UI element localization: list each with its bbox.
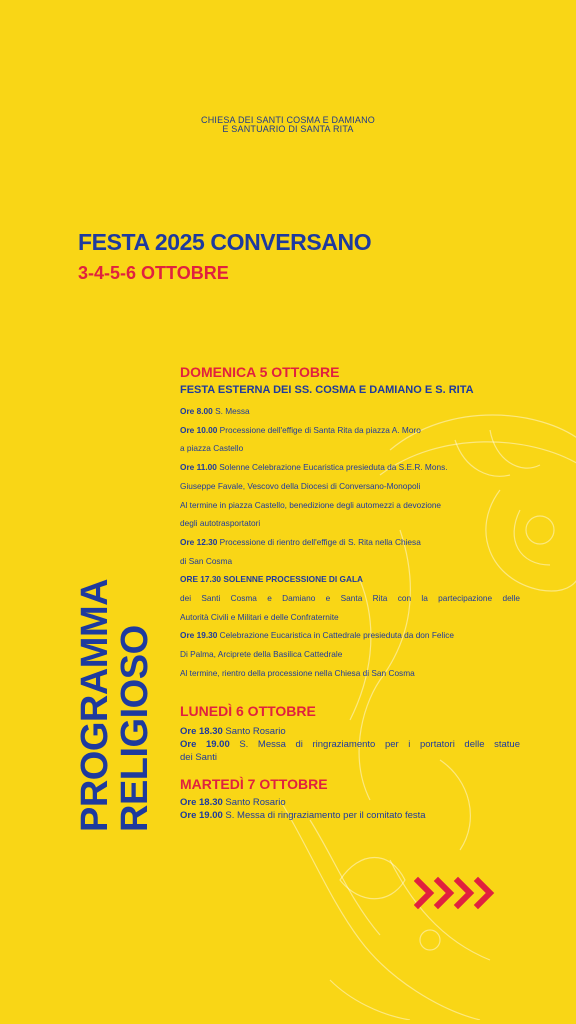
- church-name-line1: CHIESA DEI SANTI COSMA E DAMIANO: [201, 115, 375, 125]
- schedule-line: Al termine, rientro della processione nella Chiesa di San Cosma: [180, 667, 415, 678]
- schedule-line: Ore 8.00 S. Messa: [180, 406, 250, 416]
- day-heading-martedi: MARTEDÌ 7 OTTOBRE: [180, 775, 328, 792]
- event-title: FESTA 2025 CONVERSANO: [78, 229, 372, 255]
- schedule-line: Ore 18.30 Santo Rosario: [180, 796, 286, 808]
- chevrons-right-icon[interactable]: [414, 876, 500, 910]
- domenica-subtitle: FESTA ESTERNA DEI SS. COSMA E DAMIANO E S. RITA: [180, 384, 474, 396]
- church-name: [0, 116, 576, 134]
- church-name-line2: E SANTUARIO DI SANTA RITA: [222, 124, 354, 134]
- schedule-line: Giuseppe Favale, Vescovo della Diocesi di Conversano-Monopoli: [180, 480, 421, 491]
- schedule-line: Autorità Civili e Militari e delle Confraternite: [180, 611, 339, 622]
- schedule-line: a piazza Castello: [180, 443, 244, 454]
- schedule-line: Ore 19.00 S. Messa di ringraziamento per il comitato festa: [180, 809, 426, 821]
- schedule-line: di San Cosma: [180, 555, 233, 566]
- side-title: [75, 579, 155, 832]
- event-dates: 3-4-5-6 OTTOBRE: [78, 263, 229, 283]
- schedule-line: Di Palma, Arciprete della Basilica Cattedrale: [180, 649, 343, 660]
- schedule-line: degli autotrasportatori: [180, 518, 261, 529]
- program-content: [180, 362, 520, 822]
- schedule-line: dei Santi Cosma e Damiano e Santa Rita con la partecipazione delle: [180, 593, 520, 604]
- schedule-line: Ore 19.30 Celebrazione Eucaristica in Cattedrale presieduta da don Felice: [180, 630, 454, 641]
- schedule-line: Al termine in piazza Castello, benedizione degli automezzi a devozione: [180, 499, 442, 510]
- schedule-line: Ore 10.00 Processione dell'effige di Santa Rita da piazza A. Moro: [180, 424, 421, 435]
- domenica-schedule: [180, 402, 520, 683]
- schedule-line: dei Santi: [180, 751, 217, 763]
- schedule-line: Ore 11.00 Solenne Celebrazione Eucaristica presieduta da S.E.R. Mons.: [180, 462, 448, 473]
- side-title-line2: RELIGIOSO: [114, 625, 156, 832]
- schedule-line: Ore 18.30 Santo Rosario: [180, 725, 286, 737]
- side-title-line1: PROGRAMMA: [74, 578, 116, 832]
- schedule-line: Ore 12.30 Processione di rientro dell'effige di S. Rita nella Chiesa: [180, 536, 421, 547]
- day-heading-lunedi: LUNEDÌ 6 OTTOBRE: [180, 702, 316, 719]
- martedi-schedule: [180, 796, 520, 822]
- schedule-line: Ore 19.00 S. Messa di ringraziamento per i portatori delle statue: [180, 738, 520, 750]
- day-heading-domenica: DOMENICA 5 OTTOBRE: [180, 364, 340, 380]
- lunedi-schedule: [180, 725, 520, 764]
- procession-highlight: ORE 17.30 SOLENNE PROCESSIONE DI GALA: [180, 574, 364, 585]
